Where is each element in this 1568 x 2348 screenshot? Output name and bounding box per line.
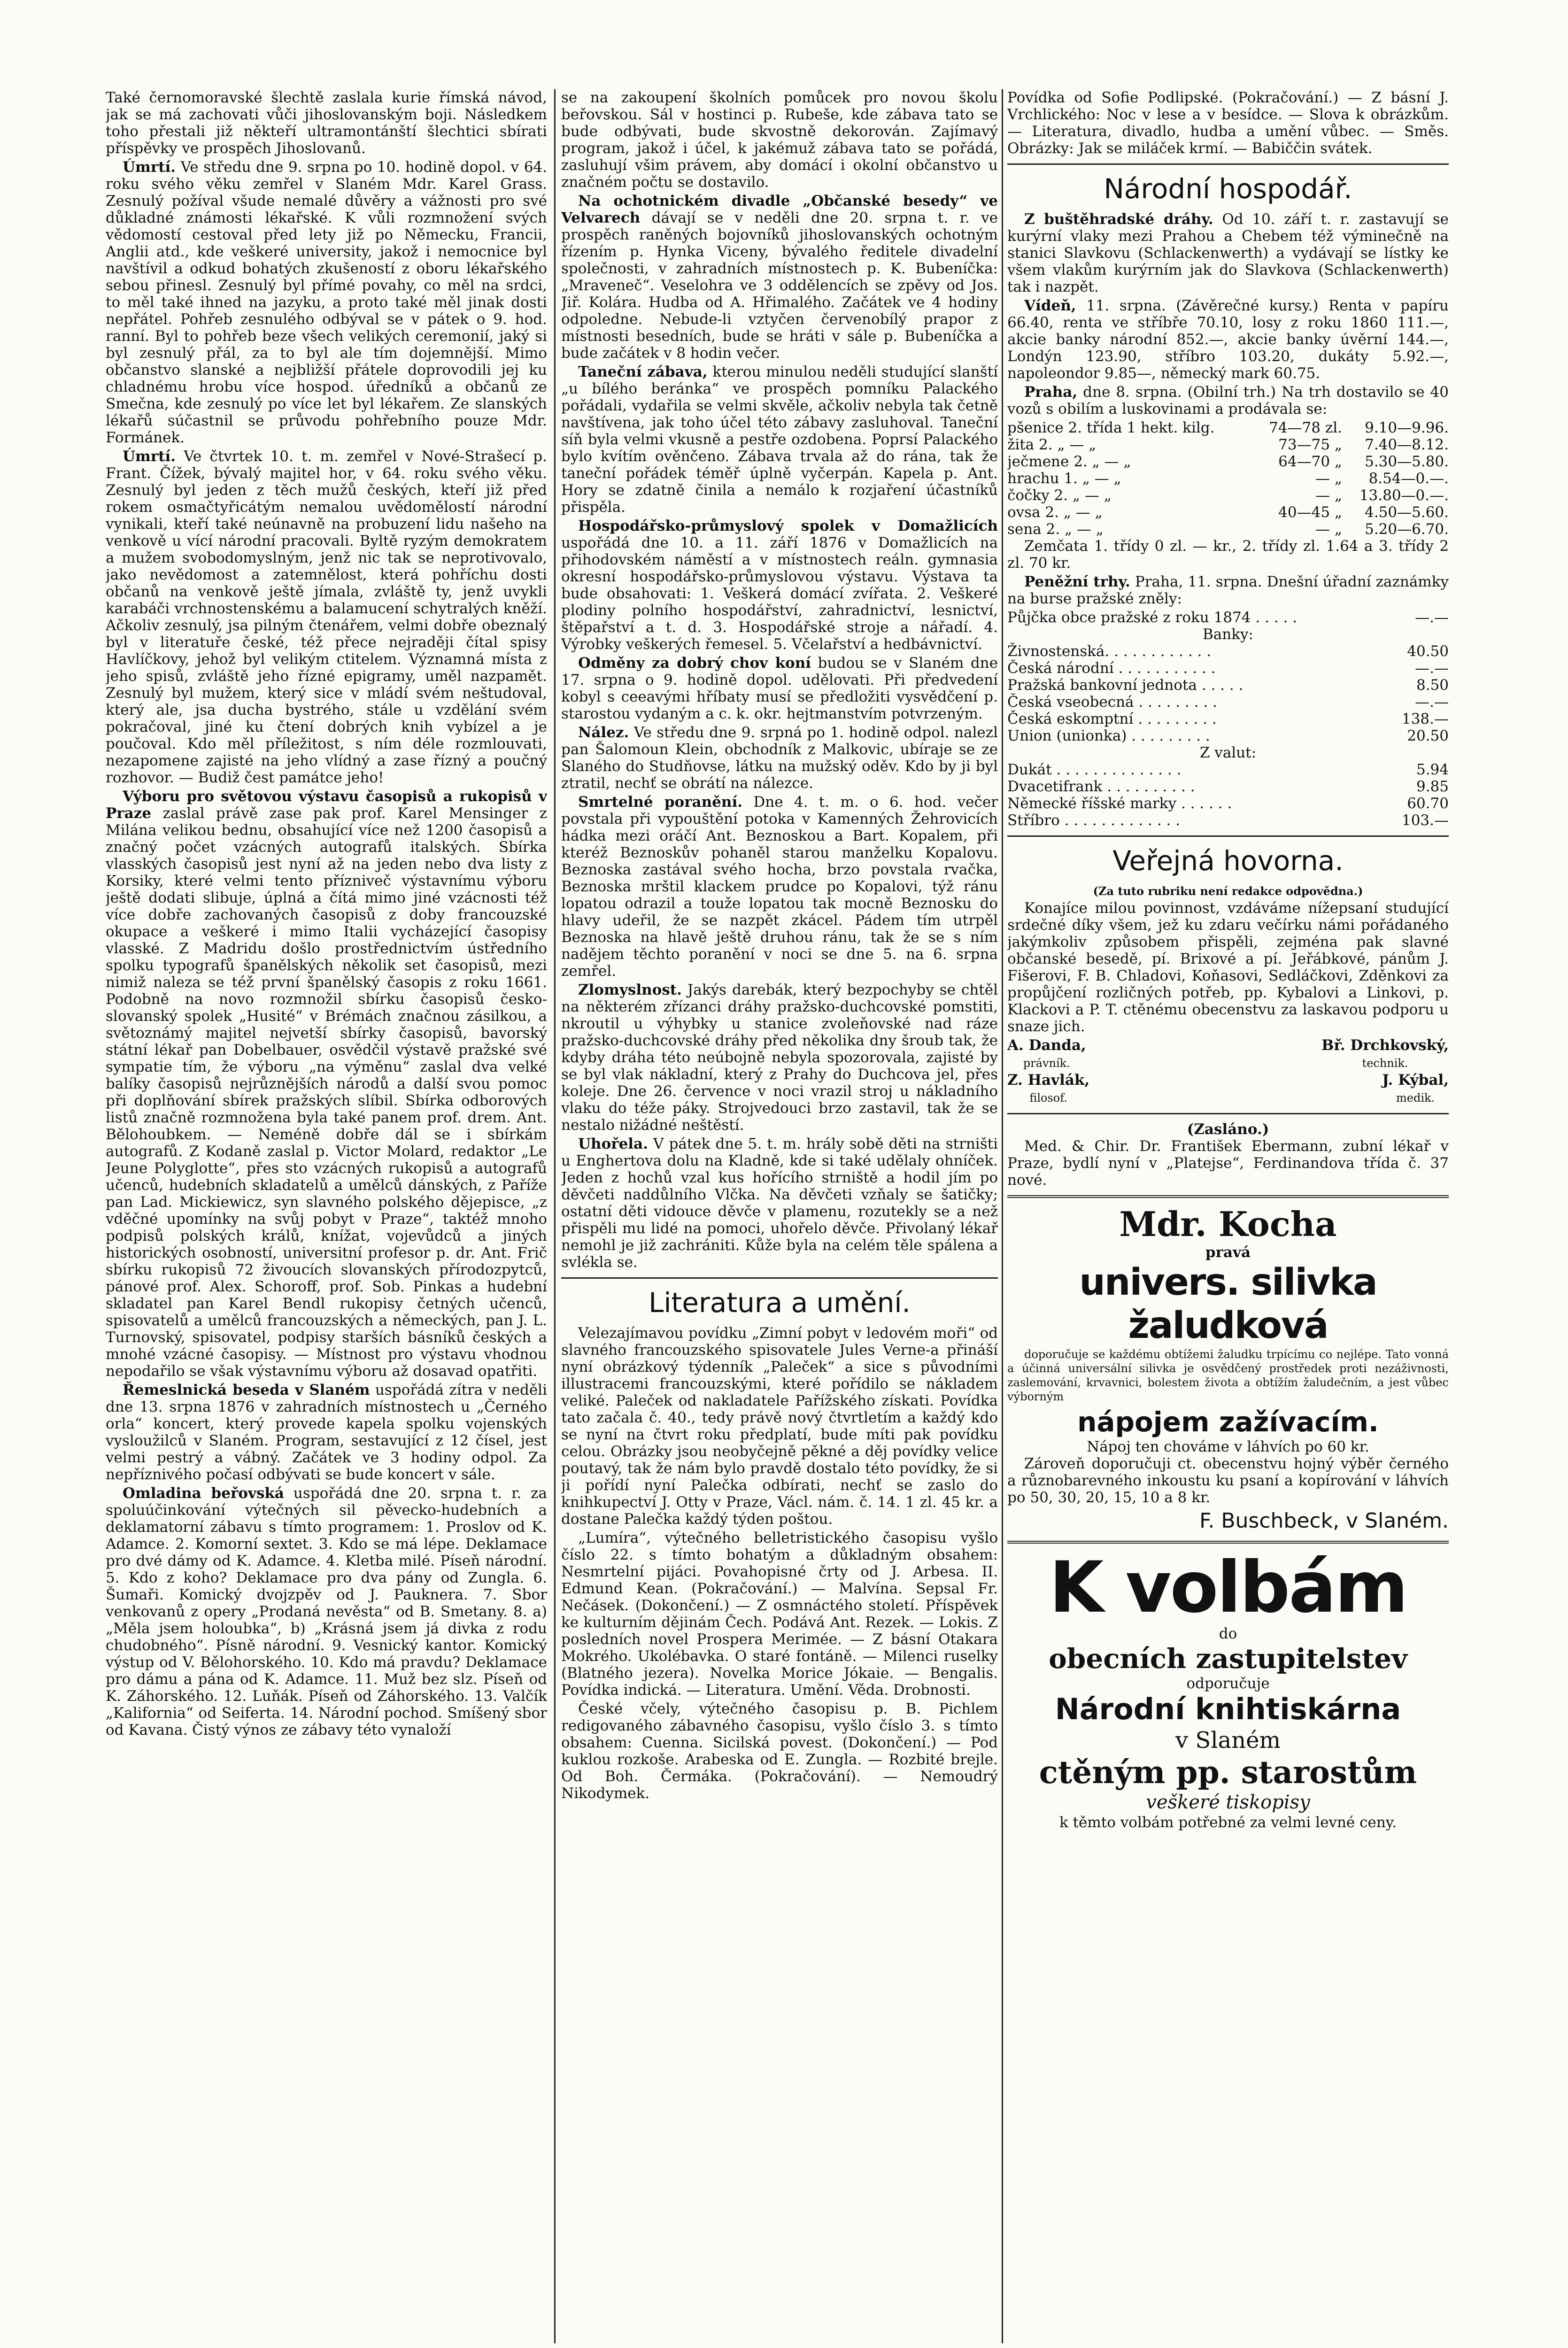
- body-odmeny: budou se v Slaném dne 17. srpna o 9. hodině dopol. udělovati. Při předvedení kobyl s ceeavými hříbaty musí se předložiti vysvědčení p. starostou vydaným a c. k. okr. hejtmanstvím potvrzeným.: [561, 655, 998, 722]
- body-vystava: zaslal právě zase pak prof. Karel Mensinger z Milána velikou bednu, obsahující více než 1200 časopisů a značný počet vzácných autografů italských. Sbírka vlasských časopisů jest nyní až na jeden nebo dva listy z Korsiky, které velmi tento přízniveč výstavnímu výboru ještě dodati slibuje, úplná a čítá mimo jiné vzácnosti též více dobře zachovaných časopisů z doby francouzské okupace a veškeré i mimo Italii vycházející časopisy vlasské. Z Madridu došlo prostřednictvím ústředního spolku typografů španělských několik set časopisů, mezi nimiž naleza se též první španělský časopis z roku 1661. Podobně na novo rozmnožil sbírku časopisů česko-slovanský spolek „Husité“ v Brémách značnou zásilkou, a světoznámý majitel nejvetší sbírky časopisů, bavorský státní lékař pan Dobelbauer, osvědčil výstavě pražské své sympatie tím, že výboru „na výměnu“ zaslal dva velké balíky časopisů nejrůznějších národů a další svou pomoc při doplňování sbírek pražských slíbil. Sbírka odborových listů značně rozmnožena byla také panem prof. drem. Ant. Bělohoubkem. — Neméně dobře dál se i sbírkám autografů. Z Kodaně zaslal p. Victor Molard, redaktor „Le Jeune Polyglotte“, přes sto vzácných rukopisů a autografů učenců, hudebních skladatelů a umělců dánských, z Paříže pan Lad. Mickiewicz, syn slavného polského dějepisce, „z vděčné upomínky na svůj pobyt v Praze“, taktéž mnoho podpisů polských králů, knížat, vojevůdců a jiných historických osobností, universitní profesor p. dr. Ant. Frič sbírku rukopisů 72 živoucích slovanských přírodozpytců, pánové prof. Alex. Schoroff, prof. Sob. Pinkas a hudební skladatel pan Karel Bendl rukopisy četných učenců, spisovatelů a umělců francouzských a německých, pan J. L. Turnovský, spisovatel, podpisy starších básníků českých a mnohé vzácné časopisy. — Místnost pro výstavu vhodnou nepodařilo se však výstavnímu výboru až dosavad opatřiti.: [106, 805, 547, 1380]
- ad-volby-do: do: [1219, 1625, 1237, 1642]
- ad-kocha-firm: F. Buschbeck, v Slaném.: [1199, 1509, 1449, 1533]
- body-tanecni: kterou minulou neděli studující slanští „u bílého beránka“ ve prospěch pomníku Palackého pořádali, vydařila se velmi skvěle, ačkoliv nebyla tak četně navštívena, jak toho účel této zábavy zasluhoval. Taneční síň byla velmi vkusně a pestře ozdobena. Poprsí Palackého bylo kvítím ověnčeno. Zábava trvala až do rána, tak že taneční pořádek téměř úplně vyčerpán. Kapela p. Ant. Hory se zdatně činila a nemálo k rozjaření účastníků přispěla.: [561, 363, 998, 516]
- valut-row-cell: 9.85: [1416, 778, 1449, 795]
- bank-row: [1007, 694, 1449, 711]
- ad-volby-footer: k těmto volbám potřebné za velmi levné ceny.: [1059, 1814, 1397, 1831]
- body-hospodarsky: uspořádá dne 10. a 11. září 1876 v Domažlicích na přihodovském náměstí a v místnostech reáln. gymnasia okresní hospodářsko-průmyslovou výstavu. Výstava ta bude obsahovati: 1. Veškerá domácí zvířata. 2. Veškeré plodiny polního hospodářství, zahradnictví, lesnictví, štěpařství a t. d. 3. Hospodářské stroje a nářadí. 4. Výrobky veškerých řemesel. 5. Včelařství a hedbávnictví.: [561, 534, 998, 653]
- grain-row: [1007, 504, 1449, 521]
- grain-row-cell: — „: [1315, 470, 1342, 487]
- hovorna-disclaimer: (Za tuto rubriku není redakce odpovědna.): [1093, 884, 1363, 898]
- article-smrtelne: [561, 794, 998, 980]
- valut-row-cell: Dvacetifrank . . . . . . . . . .: [1007, 778, 1195, 795]
- pujcka-value: —.—: [1415, 609, 1449, 626]
- article-zlomyslnost: [561, 981, 998, 1134]
- body-zlomyslnost: Jakýs darebák, který bezpochyby se chtěl na některém zřízanci dráhy pražsko-duchcovské pomstiti, nkroutil u výhybky u stanice zvoleňovské nad ráze pražsko-duchcovské dráhy před několika dny šroub tak, že kdyby dráha této neúbojně nebyla spozorovala, zajisté by se byl vlak nákladní, který z Prahy do Duchcova jel, přes koleje. Dne 26. července v noci vrazil stroj u nákladního vlaku do téže páky. Strojvedouci brzo zastavil, tak že se nestalo nižádné neštěstí.: [561, 981, 998, 1134]
- valut-row: [1007, 761, 1449, 778]
- bank-row: [1007, 643, 1449, 660]
- valut-row-cell: 60.70: [1407, 795, 1449, 812]
- signatures-row-2: [1007, 1072, 1449, 1106]
- bank-row-cell: Union (unionka) . . . . . . . . .: [1007, 727, 1210, 744]
- paragraph-omladina-cont: se na zakoupení školních pomůcek pro novou školu beřovskou. Sál v hostinci p. Rubeše, kde zábava tato se bude odbývati, bude skvostně dekorován. Zajímavý program, jakož i účel, k jakémuž zábava tato se pořádá, zasluhují všim právem, aby domácí i okolní občanstvo u značném počtu se dostavilo.: [561, 89, 998, 191]
- grain-row-cell: žita 2. „ — „: [1007, 436, 1097, 453]
- column-1: [106, 89, 547, 2343]
- article-tanecni: [561, 363, 998, 516]
- grain-row-cell: 7.40—8.12.: [1365, 436, 1449, 453]
- ad-volby-vslane: v Slaném: [1175, 1727, 1281, 1753]
- grain-prices-table: [1007, 419, 1449, 538]
- divider-zaslano: [1007, 1113, 1449, 1114]
- paragraph-kurie: Také černomoravské šlechtě zaslala kurie římská návod, jak se má zachovati vůči jihoslovanským boji. Následkem toho přestali již někteří ultramontánští šlechtici sbírati příspěvky ve prospěch Jihoslovanů.: [106, 89, 547, 157]
- article-penezni: [1007, 573, 1449, 607]
- valut-row-cell: Dukát . . . . . . . . . . . . . .: [1007, 761, 1182, 778]
- section-title-hovorna: Veřejná hovorna.: [1112, 845, 1344, 877]
- bank-row-cell: 20.50: [1407, 727, 1449, 744]
- valut-row-cell: 103.—: [1401, 812, 1449, 829]
- signature-havlak: Z. Havlák, filosof.: [1007, 1072, 1090, 1104]
- body-viden: 11. srpna. (Závěrečné kursy.) Renta v papíru 66.40, renta ve stříbře 70.10, losy z roku 1860 111.—, akcie banky národní 852.—, akcie banky úvěrní 144.—, Londýn 123.90, stříbro 103.20, dukáty 5.92.—, napoleondor 9.85—, německý mark 60.75.: [1007, 297, 1449, 382]
- heading-omladina: Omladina beřovská: [123, 1485, 284, 1502]
- paragraph-hovorna: Konajíce milou povinnost, vzdáváme nížepsaní studující srdečné díky všem, jež ku zdaru večírku námi pořádaného jakýmkoliv způsobem přispěli, zejména pak slavné občanské besedě, pí. Brixové a pí. Jeřábkové, pánům J. Fišerovi, F. B. Chladovi, Koňasovi, Sedláčkovi, Zděnkovi za propůjčení rozličných potřeb, pp. Kybalovi a Linkovi, p. Klackovi a P. T. ctěnému obecenstvu za laskavou podporu u snaze jich.: [1007, 900, 1449, 1035]
- column-3: [1007, 89, 1449, 2343]
- bank-row-cell: 40.50: [1407, 643, 1449, 660]
- article-omladina: [106, 1485, 547, 1738]
- article-ochotnici: [561, 193, 998, 362]
- valut-row: [1007, 778, 1449, 795]
- body-nalez: Ve středu dne 9. srpná po 1. hodině odpol. nalezl pan Šalomoun Klein, obchodník z Malkovic, ubíraje se ze Slaného do Studňovse, látku na mužský oděv. Kdo by ji byl ztratil, nechť se obrátí na nálezce.: [561, 724, 998, 792]
- bank-row-cell: Česká vseobecná . . . . . . . . .: [1007, 694, 1217, 711]
- divider-hospodar: [1007, 163, 1449, 165]
- banky-title: Banky:: [1203, 626, 1253, 643]
- divider-ad-volby: [1007, 1541, 1449, 1544]
- body-penezni: Praha, 11. srpna. Dnešní úřadní zaznámky na burse pražské zněly:: [1007, 573, 1449, 607]
- heading-tanecni: Taneční zábava,: [578, 363, 708, 380]
- body-umrti-1: Ve středu dne 9. srpna po 10. hodině dopol. v 64. roku svého věku zemřel v Slaném Mdr. Karel Grass. Zesnulý požíval všude nemalé důvěry a vážnosti pro své důkladné známosti lékařské. K vůli rozmnožení svých vědomostí cestoval před lety již po Německu, Francii, Anglii atd., kde veškeré university, jakož i nemocnice byl navštívil a odkud bohatých zkušeností z oboru lékařského sebou přinesl. Zesnulý byl přímé povahy, co měl na srdci, to měl také ihned na jazyku, a proto také měl jinak dosti nepřátel. Pohřeb zesnulého odbýval se v pátek o 9. hod. ranní. Byl to pohřeb beze všech velikých ceremonií, jaký si byl zesnulý přál, za to byl ale tím dojemnější. Mimo občanstvo slanské a nejbližší přátele doprovodili jej ku chladnému hrobu více hospod. úředníků a občanů ze Smečna, kde zesnulý po více let byl lékařem. Ze slanských lékařů súčastnil se průvodu pohřebního pouze Mdr. Formánek.: [106, 159, 547, 446]
- article-remeslnicka: [106, 1382, 547, 1483]
- heading-penezni: Peněžní trhy.: [1024, 573, 1130, 590]
- ad-kocha-body: doporučuje se každému obtížemi žaludku trpícímu co nejlépe. Tato vonná a účinná universální silivka je osvědčený prostředek proti nezáživnosti, zaslemování, krvavnici, bolestem života a obtížím žaludečním, a jest vůbec výborným: [1007, 1348, 1449, 1403]
- bank-row: [1007, 711, 1449, 727]
- grain-row-cell: 64—70 „: [1278, 453, 1342, 470]
- grain-row: [1007, 419, 1449, 436]
- grain-row-cell: 8.54—0.—.: [1368, 470, 1449, 487]
- bank-row-cell: 8.50: [1416, 677, 1449, 694]
- ad-volby-obecnich: obecních zastupitelstev: [1049, 1643, 1407, 1675]
- valut-row: [1007, 812, 1449, 829]
- grain-row-cell: 74—78 zl.: [1269, 419, 1342, 436]
- grain-row: [1007, 436, 1449, 453]
- section-title-narodni-hospodar: Národní hospodář.: [1104, 173, 1352, 205]
- grain-row: [1007, 521, 1449, 538]
- ad-kocha-inkoust: Zároveň doporučuji ct. obecenstvu hojný výběr černého a různobarevného inkoustu ku psaní a kopírování v láhvích po 50, 30, 20, 15, 10 a 8 kr.: [1007, 1455, 1449, 1506]
- valuty-table: [1007, 761, 1449, 829]
- article-uhorela: [561, 1135, 998, 1271]
- bank-row: [1007, 660, 1449, 677]
- heading-umrti-2: Úmrtí.: [123, 448, 176, 465]
- heading-odmeny: Odměny za dobrý chov koní: [578, 655, 811, 672]
- ad-volby-odporucuje: odporučuje: [1186, 1675, 1270, 1692]
- grain-row-cell: 5.20—6.70.: [1365, 521, 1449, 538]
- body-umrti-2: Ve čtvrtek 10. t. m. zemřel v Nové-Strašecí p. Frant. Čížek, bývalý majitel hor, v 64. roku svého věku. Zesnulý byl jeden z těch mužů českých, kteří již před rokem osmačtyřicátým nemalou uvědomělostí národní vynikali, kteří také neúnavně na probuzení lidu našeho na venkově u vící národní pracovali. Byltě ryzým demokratem a mužem svobodomyslným, jenž nic tak se neprotivovalo, jako nevědomost a zatemnělost, která pohříchu dosti občanů na venkově ještě jímala, zvláště ty, jenž uvykli karabáči vrchnostenskému a balamucení schytralých kněží. Ačkoliv zesnulý, jsa pilným čtenářem, velmi dobře obeznalý byl v literatuře české, též přece nejraději čítal spisy Havlíčkovy, jehož byl velikým ctitelem. Významná místa z jeho spisů, zvláště jeho řízné epigramy, uměl nazpamět. Zesnulý byl mužem, který sice v mládí svém neštudoval, který ale, jsa ducha bystrého, stále u vzdělání svém pokračoval, jiné ku čtení dobrých knih vybízel a je poučoval. Kdo měl příležitost, s ním déle rozmlouvati, nezapomene zajisté na jeho vlídný a zase řízný a poučný rozhovor. — Budiž čest památce jeho!: [106, 448, 547, 786]
- body-praha: dne 8. srpna. (Obilní trh.) Na trh dostavilo se 40 vozů s obilím a luskovinami a prodávala se:: [1007, 384, 1449, 417]
- heading-hospodarsky: Hospodářsko-průmyslový spolek v Domažlicích: [578, 517, 998, 534]
- ad-volby-title: K volbám: [1049, 1547, 1407, 1629]
- grain-row-cell: ječmene 2. „ — „: [1007, 453, 1131, 470]
- heading-viden: Vídeň,: [1024, 297, 1076, 314]
- grain-row-cell: 4.50—5.60.: [1365, 504, 1449, 521]
- bank-row-cell: 138.—: [1401, 711, 1449, 727]
- bank-row-cell: Česká eskomptní . . . . . . . . .: [1007, 711, 1217, 727]
- grain-row-cell: 13.80—0.—.: [1359, 487, 1449, 504]
- zaslano-label: (Zasláno.): [1187, 1121, 1269, 1138]
- article-bustehradska: [1007, 211, 1449, 295]
- paragraph-ebermann: Med. & Chir. Dr. František Ebermann, zubní lékař v Praze, bydlí nyní v „Platejse“, Ferdinandova třída č. 37 nové.: [1007, 1138, 1449, 1189]
- heading-ochotnici: Na ochotnickém divadle „Občanské besedy“ ve Velvarech: [561, 193, 998, 226]
- article-vystava: [106, 788, 547, 1380]
- body-bustehradska: Od 10. září t. r. zastavují se kurýrní vlaky mezi Prahou a Chebem též výminečně na stanici Slavkovu (Schlackenwerth) a vydávají se lístky ke všem vlakům kurýrním jak do Slavkova (Schlackenwerth) tak i nazpět.: [1007, 211, 1449, 295]
- heading-remeslnicka: Řemeslnická beseda v Slaném: [123, 1382, 370, 1398]
- grain-row-cell: — „: [1315, 487, 1342, 504]
- bank-row-cell: —.—: [1415, 694, 1449, 711]
- article-praha: [1007, 384, 1449, 417]
- bank-row-cell: —.—: [1415, 660, 1449, 677]
- paragraph-vcely-cont: Povídka od Sofie Podlipské. (Pokračování.) — Z básní J. Vrchlického: Noc v lese a v besídce. — Slova k obrázkům. — Literatura, divadlo, hudba a umění vůbec. — Směs. Obrázky: Jak se miláček krmí. — Babiččin svátek.: [1007, 89, 1449, 157]
- ad-kocha-napojem: nápojem zažívacím.: [1077, 1406, 1379, 1438]
- banks-table: [1007, 643, 1449, 744]
- pujcka-label: Půjčka obce pražské z roku 1874 . . . . .: [1007, 609, 1298, 626]
- grain-row-cell: sena 2. „ — „: [1007, 521, 1104, 538]
- paragraph-palecek: Velezajímavou povídku „Zimní pobyt v ledovém moři“ od slavného francouzského spisovatele Jules Verne-a přináší nyní obrázkový týdenník „Paleček“ a sice s původními illustracemi francouzskými, které pořídilo se nákladem veliké. Paleček od nakladatele Pařížského získati. Povídka tato začala č. 40., tedy právě nový čtvrtletím a každý kdo se nyní na čtvrt roku předplatí, bude míti pak povídku celou. Obrázky jsou neobyčejně pěkné a děj povídky velice poutavý, tak že nám bylo pravdě dostalo této povídky, že si ji pořídí nyní Palečka odbírati, nechť se zaslo do knihkupectví J. Otty v Praze, Václ. nám. č. 14. 1 zl. 45 kr. a dostane Palečka každý týden poštou.: [561, 1325, 998, 1528]
- bank-row-cell: Česká národní . . . . . . . . . . .: [1007, 660, 1216, 677]
- heading-nalez: Nález.: [578, 724, 629, 741]
- bank-row: [1007, 677, 1449, 694]
- grain-row-cell: 73—75 „: [1278, 436, 1342, 453]
- valut-row-cell: Stříbro . . . . . . . . . . . . .: [1007, 812, 1180, 829]
- body-omladina: uspořádá dne 20. srpna t. r. za spoluúčinkování výtečných sil pěvecko-hudebních a deklamatorní zábavu s tímto programem: 1. Proslov od K. Adamce. 2. Komorní sextet. 3. Kdo se má lépe. Deklamace pro dvé dámy od K. Adamce. 4. Kletba milé. Píseň národní. 5. Kdo z koho? Deklamace pro dva pány od Zungla. 6. Šumaři. Komický dvojzpěv od J. Pauknera. 7. Sbor venkovanů z opery „Prodaná nevěsta“ od B. Smetany. 8. a) „Měla jsem holoubka“, b) „Krásná jsem já divka z rodu chudobného“. Písně národní. 9. Vesnický kantor. Komický výstup od V. Bělohorského. 10. Kdo má pravdu? Deklamace pro dámu a pána od K. Adamce. 11. Muž bez slz. Píseň od K. Záhorského. 12. Luňák. Píseň od Záhorského. 13. Valčík „Kalifornia“ od Seiferta. 14. Národní pochod. Smíšený sbor od Kavana. Čistý výnos ze zábavy této vynaloží: [106, 1485, 547, 1738]
- body-remeslnicka: uspořádá zítra v neděli dne 13. srpna 1876 v zahradních místnostech u „Černého orla“ koncert, který provede kapela spolku vojenských vysloužilců v Slaném. Program, sestavující z 12 čísel, jest velmi pestrý a vábný. Začátek ve 3 hodiny odpol. Za nepříznivého počasí odbývati se bude koncert v sále.: [106, 1382, 547, 1483]
- article-umrti-cizek: [106, 448, 547, 786]
- heading-uhorela: Uhořela.: [578, 1135, 648, 1152]
- heading-praha: Praha,: [1024, 384, 1078, 401]
- valut-row: [1007, 795, 1449, 812]
- column-2: [561, 89, 998, 2343]
- article-viden: [1007, 297, 1449, 382]
- grain-row-cell: 9.10—9.96.: [1365, 419, 1449, 436]
- signature-drchkovsky: Bř. Drchkovský, technik.: [1321, 1037, 1449, 1070]
- grain-row-cell: — „: [1315, 521, 1342, 538]
- paragraph-zemcata: Zemčata 1. třídy 0 zl. — kr., 2. třídy zl. 1.64 a 3. třídy 2 zl. 70 kr.: [1007, 538, 1449, 572]
- divider-literatura: [561, 1277, 998, 1279]
- article-umrti-grass: [106, 159, 547, 446]
- column-rule-2: [1002, 89, 1003, 2343]
- grain-row: [1007, 487, 1449, 504]
- section-title-literatura: Literatura a umění.: [649, 1287, 911, 1319]
- body-ochotnici: dávají se v neděli dne 20. srpna t. r. ve prospěch raněných bojovníků jihoslovanských ochotným řízením p. Hynka Viceny, bývalého ředitele divadelní společnosti, v zahradních místnostech p. K. Bubeníčka: „Mraveneč“. Veselohra ve 3 oddělencích se zpěvy od Jos. Jiř. Kolára. Hudba od A. Hřimalého. Začátek ve 4 hodiny odpoledne. Nebude-li vztyčen červenobílý prapor z místnosti besedních, bude se hráti v sále p. Bubeníčka a bude začátek v 8 hodin večer.: [561, 209, 998, 362]
- divider-ad-kocha: [1007, 1195, 1449, 1198]
- paragraph-ceske-vcely: České včely, výtečného časopisu p. B. Pichlem redigovaného zábavného časopisu, vyšlo číslo 3. s tímto obsahem: Cuenna. Sicilská povest. (Dokončení.) — Pod kuklou rozkoše. Arabeska od E. Zungla. — Rozbité brejle. Od Boh. Čermáka. (Pokračování). — Nemoudrý Nikodymek.: [561, 1700, 998, 1802]
- signature-danda: A. Danda, právník.: [1007, 1037, 1086, 1070]
- valut-title: Z valut:: [1199, 744, 1257, 761]
- signatures-row-1: [1007, 1037, 1449, 1072]
- article-odmeny: [561, 655, 998, 722]
- body-smrtelne: Dne 4. t. m. o 6. hod. večer povstala při vypouštění potoka v Kamenných Žehrovicích hádka mezi oráčí Ant. Beznoskou a Bart. Kopalem, při kteréž Beznoskův pohaněl starou manželku Kopalovu. Beznoska zastával svého hocha, brzo povstala rvačka, Beznoska mrštil klackem prudce po Kopalovi, týž ránu lopatou odrazil a touže lopatou tak mocně Beznosku do hlavy udeřil, že se nazpět zkácel. Pádem tím utrpěl Beznoska na hlavě ještě druhou ránu, tak že se s ním nadějem těchto poranění v noci se dne 5. na 6. srpna zemřel.: [561, 794, 998, 980]
- ad-volby-ctenym: ctěným pp. starostům: [1039, 1754, 1417, 1791]
- column-rule-1: [554, 89, 556, 2343]
- bank-row-cell: Pražská bankovní jednota . . . . .: [1007, 677, 1244, 694]
- grain-row-cell: čočky 2. „ — „: [1007, 487, 1112, 504]
- pujcka-table: [1007, 609, 1449, 626]
- valut-row-cell: 5.94: [1416, 761, 1449, 778]
- grain-row-cell: ovsa 2. „ — „: [1007, 504, 1103, 521]
- ad-kocha-price: Nápoj ten chováme v láhvích po 60 kr.: [1087, 1438, 1369, 1455]
- grain-row-cell: pšenice 2. třída 1 hekt. kilg.: [1007, 419, 1215, 436]
- article-hospodarsky: [561, 517, 998, 653]
- grain-row: [1007, 470, 1449, 487]
- bank-row-cell: Živnostenská. . . . . . . . . . . .: [1007, 643, 1212, 660]
- ad-volby-veskere: veškeré tiskopisy: [1146, 1792, 1310, 1813]
- signature-kybal: J. Kýbal, medik.: [1382, 1072, 1449, 1104]
- grain-row: [1007, 453, 1449, 470]
- valut-row-cell: Německé říšské marky . . . . . .: [1007, 795, 1232, 812]
- grain-row-cell: 40—45 „: [1278, 504, 1342, 521]
- divider-hovorna: [1007, 835, 1449, 837]
- heading-vystava: Výboru pro světovou výstavu časopisů a rukopisů v Praze: [106, 788, 547, 822]
- article-nalez: [561, 724, 998, 792]
- ad-kocha-silivka: univers. silivka žaludková: [1079, 1261, 1377, 1347]
- heading-bustehradska: Z buštěhradské dráhy.: [1024, 211, 1213, 228]
- heading-smrtelne: Smrtelné poranění.: [578, 794, 743, 811]
- grain-row-cell: 5.30—5.80.: [1365, 453, 1449, 470]
- pujcka-row: [1007, 609, 1449, 626]
- ad-kocha-title: Mdr. Kocha: [1119, 1204, 1337, 1244]
- ad-kocha-prava: pravá: [1205, 1244, 1251, 1261]
- ad-volby-knihtiskarna: Národní knihtiskárna: [1055, 1692, 1401, 1726]
- bank-row: [1007, 727, 1449, 744]
- heading-zlomyslnost: Zlomyslnost.: [578, 981, 682, 998]
- heading-umrti-1: Úmrtí.: [123, 159, 176, 176]
- paragraph-lumir: „Lumíra“, výtečného belletristického časopisu vyšlo číslo 22. s tímto bohatým a důkladným obsahem: Nesmrtelní pijáci. Povahopisné črty od J. Arbesa. II. Edmund Kean. (Pokračování.) — Malvína. Sepsal Fr. Nečásek. (Dokončení.) — Z osmnáctého století. Příspěvek ke kulturním dějinám Čech. Podává Ant. Rezek. — Lokis. Z posledních novel Prospera Merimée. — Z básní Otakara Mokrého. Ukolébavka. O staré fontáně. — Milenci ruselky (Blatného jezera). Novelka Morice Jókaie. — Bengalis. Povídka indická. — Literatura. Umění. Věda. Drobnosti.: [561, 1529, 998, 1699]
- body-uhorela: V pátek dne 5. t. m. hrály sobě děti na strništi u Enghertova dolu na Kladně, kde si také udělaly ohníček. Jeden z hochů vzal kus hořícího strniště a hodil jím po děvčeti naddůlního Vlčka. Na děvčeti vzňaly se šatičky; ostatní děti vidouce děvče v plamenu, rozutekly se a než přispěli mu lidé na pomoci, uhořelo děvče. Přivolaný lékař nemohl je již zachrániti. Kůže byla na celém těle spálena a svlékla se.: [561, 1135, 998, 1271]
- grain-row-cell: hrachu 1. „ — „: [1007, 470, 1121, 487]
